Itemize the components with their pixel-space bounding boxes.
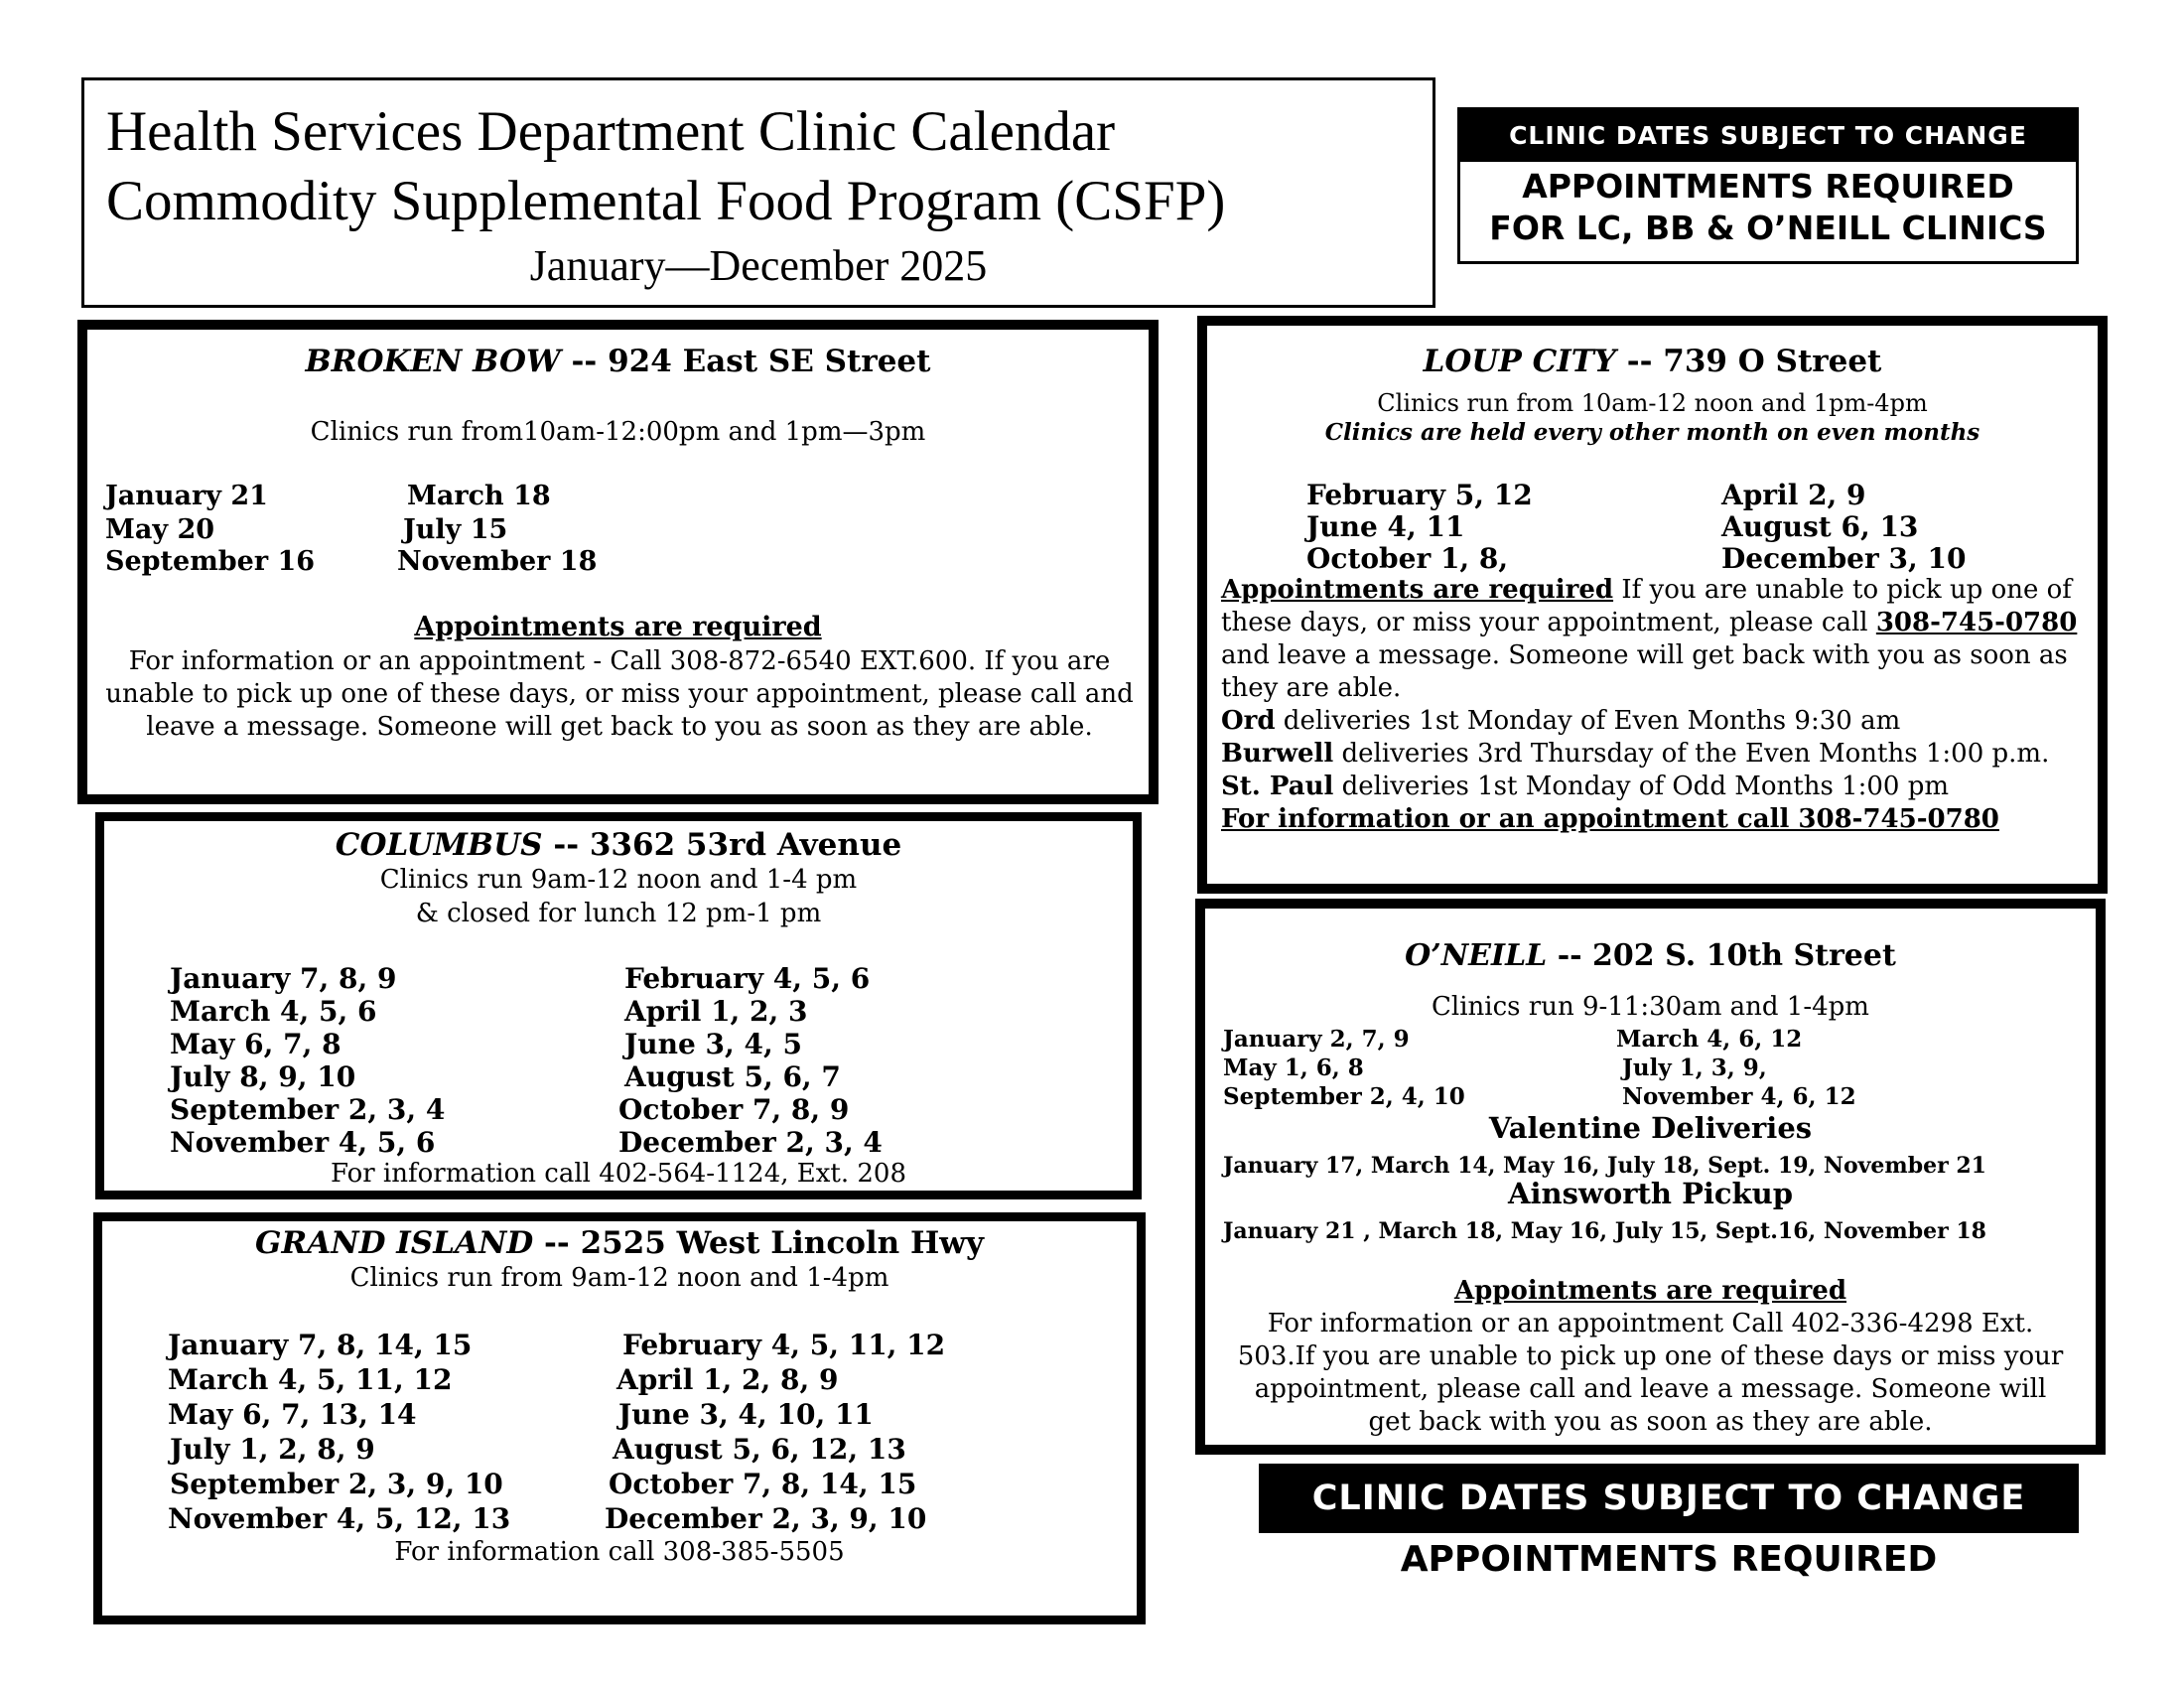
columbus-hours-line2: & closed for lunch 12 pm-1 pm	[415, 899, 822, 928]
delivery-town: Burwell	[1221, 739, 1334, 769]
loup-city-delivery	[1221, 738, 2095, 771]
loup-city-appt-label: Appointments are required	[1221, 575, 1614, 605]
oneill-section	[1195, 899, 2106, 1455]
ainsworth-dates: January 21 , March 18, May 16, July 15, Sept.16, November 18	[1223, 1218, 1986, 1244]
loup-city-appt-text-end: and leave a message. Someone will get back with you as soon as they are able.	[1221, 640, 2068, 703]
grand-island-date: May 6, 7, 13, 14	[168, 1398, 417, 1431]
notice-top-text	[1460, 166, 2076, 249]
oneill-appt-label: Appointments are required	[1453, 1276, 1847, 1306]
columbus-date: June 3, 4, 5	[624, 1028, 802, 1060]
grand-island-date: June 3, 4, 10, 11	[618, 1398, 874, 1431]
grand-island-address: -- 2525 West Lincoln Hwy	[533, 1225, 984, 1261]
columbus-date: September 2, 3, 4	[170, 1093, 446, 1126]
oneill-date: July 1, 3, 9,	[1622, 1055, 1767, 1081]
broken-bow-city: BROKEN BOW	[305, 344, 561, 379]
columbus-date: March 4, 5, 6	[170, 995, 377, 1028]
oneill-heading	[1205, 938, 2096, 973]
oneill-city: O’NEILL	[1405, 938, 1548, 973]
grand-island-heading	[102, 1225, 1137, 1261]
columbus-section	[95, 812, 1142, 1199]
loup-city-info: For information or an appointment call 308-745-0780	[1221, 804, 1999, 834]
ainsworth-title: Ainsworth Pickup	[1507, 1177, 1794, 1210]
columbus-date: July 8, 9, 10	[170, 1060, 356, 1093]
broken-bow-appt-label: Appointments are required	[414, 612, 822, 642]
loup-city-heading	[1207, 344, 2098, 379]
date-range: January—December 2025	[529, 241, 988, 290]
columbus-info: For information call 402-564-1124, Ext. 208	[330, 1159, 907, 1189]
delivery-text: deliveries 3rd Thursday of the Even Months 1:00 p.m.	[1333, 739, 2050, 769]
oneill-date: May 1, 6, 8	[1223, 1055, 1364, 1081]
loup-city-hours: Clinics run from 10am-12 noon and 1pm-4pm	[1377, 389, 1928, 417]
notice-top-line2: FOR LC, BB & O’NEILL CLINICS	[1489, 209, 2047, 247]
loup-city-section	[1197, 316, 2108, 894]
broken-bow-date: July 15	[403, 514, 508, 545]
loup-city-address: -- 739 O Street	[1615, 344, 1882, 379]
columbus-date: February 4, 5, 6	[624, 962, 871, 995]
broken-bow-hours: Clinics run from10am-12:00pm and 1pm—3pm	[310, 417, 926, 447]
columbus-heading	[104, 827, 1133, 863]
valentine-title: Valentine Deliveries	[1488, 1111, 1813, 1145]
loup-city-delivery	[1221, 771, 2095, 803]
columbus-date: December 2, 3, 4	[618, 1126, 883, 1159]
columbus-city: COLUMBUS	[335, 827, 543, 863]
oneill-date: January 2, 7, 9	[1223, 1026, 1410, 1053]
title-box	[81, 77, 1435, 308]
grand-island-section	[93, 1212, 1146, 1624]
grand-island-date: April 1, 2, 8, 9	[616, 1363, 839, 1396]
notice-top	[1457, 107, 2079, 264]
delivery-text: deliveries 1st Monday of Even Months 9:30 am	[1275, 706, 1901, 736]
oneill-info: For information or an appointment Call 402-336-4298 Ext. 503.If you are unable to pick up one of these days or miss your appointment, please call and leave a message. Someone will get back with you as soon as they are able.	[1237, 1309, 2064, 1437]
grand-island-date: December 2, 3, 9, 10	[605, 1502, 927, 1535]
loup-city-delivery	[1221, 705, 2095, 738]
oneill-date: March 4, 6, 12	[1616, 1026, 1803, 1053]
grand-island-date: November 4, 5, 12, 13	[168, 1502, 511, 1535]
grand-island-info: For information call 308-385-5505	[394, 1537, 845, 1567]
grand-island-city: GRAND ISLAND	[255, 1225, 534, 1261]
delivery-text: deliveries 1st Monday of Odd Months 1:00 pm	[1333, 772, 1950, 801]
page-subtitle: Commodity Supplemental Food Program (CSFP)	[106, 170, 1226, 232]
loup-city-date: April 2, 9	[1721, 479, 1866, 511]
grand-island-date: August 5, 6, 12, 13	[613, 1433, 906, 1466]
broken-bow-section	[77, 320, 1159, 804]
oneill-address: -- 202 S. 10th Street	[1547, 938, 1896, 973]
valentine-dates: January 17, March 14, May 16, July 18, Sept. 19, November 21	[1223, 1153, 1986, 1179]
loup-city-appt-text: If you are unable to pick up one of these days, or miss your appointment, please call	[1221, 575, 2072, 637]
columbus-date: April 1, 2, 3	[624, 995, 808, 1028]
grand-island-date: July 1, 2, 8, 9	[170, 1433, 375, 1466]
loup-city-appointment	[1221, 574, 2087, 705]
broken-bow-date: September 16	[105, 546, 316, 577]
broken-bow-date: January 21	[105, 481, 268, 511]
loup-city-appt-phone: 308-745-0780	[1875, 608, 2078, 637]
oneill-date: September 2, 4, 10	[1223, 1083, 1465, 1110]
broken-bow-address: -- 924 East SE Street	[560, 344, 931, 379]
columbus-date: May 6, 7, 8	[170, 1028, 341, 1060]
loup-city-date: February 5, 12	[1306, 479, 1533, 511]
notice-bottom-bar: CLINIC DATES SUBJECT TO CHANGE	[1259, 1464, 2079, 1533]
broken-bow-date: March 18	[407, 481, 551, 511]
loup-city-city: LOUP CITY	[1423, 344, 1616, 379]
loup-city-note: Clinics are held every other month on even months	[1324, 419, 1980, 446]
columbus-date: August 5, 6, 7	[624, 1060, 841, 1093]
columbus-hours-line1: Clinics run 9am-12 noon and 1-4 pm	[379, 865, 858, 895]
columbus-date: January 7, 8, 9	[170, 962, 397, 995]
grand-island-date: October 7, 8, 14, 15	[609, 1468, 917, 1500]
loup-city-date: June 4, 11	[1306, 510, 1465, 543]
broken-bow-date: May 20	[105, 514, 215, 545]
columbus-address: -- 3362 53rd Avenue	[542, 827, 902, 863]
grand-island-date: March 4, 5, 11, 12	[168, 1363, 453, 1396]
grand-island-date: September 2, 3, 9, 10	[170, 1468, 503, 1500]
notice-top-bar: CLINIC DATES SUBJECT TO CHANGE	[1460, 110, 2076, 162]
grand-island-hours: Clinics run from 9am-12 noon and 1-4pm	[349, 1263, 889, 1293]
delivery-town: St. Paul	[1221, 772, 1334, 801]
broken-bow-date: November 18	[397, 546, 598, 577]
columbus-date: November 4, 5, 6	[170, 1126, 436, 1159]
oneill-date: November 4, 6, 12	[1622, 1083, 1856, 1110]
notice-bottom-text: APPOINTMENTS REQUIRED	[1400, 1539, 1938, 1580]
loup-city-date: December 3, 10	[1721, 542, 1967, 575]
loup-city-date: October 1, 8,	[1306, 542, 1509, 575]
columbus-date: October 7, 8, 9	[618, 1093, 850, 1126]
oneill-hours: Clinics run 9-11:30am and 1-4pm	[1432, 992, 1869, 1022]
loup-city-date: August 6, 13	[1721, 510, 1919, 543]
grand-island-date: February 4, 5, 11, 12	[622, 1329, 946, 1361]
notice-top-line1: APPOINTMENTS REQUIRED	[1522, 167, 2014, 206]
broken-bow-info: For information or an appointment - Call 308-872-6540 EXT.600. If you are unable to pick up one of these days, or miss your appointment, please call and leave a message. Someone will get back to you as soon as they are able.	[105, 646, 1134, 742]
broken-bow-heading	[87, 344, 1149, 379]
grand-island-date: January 7, 8, 14, 15	[168, 1329, 473, 1361]
page-title: Health Services Department Clinic Calendar	[106, 100, 1116, 163]
delivery-town: Ord	[1221, 706, 1276, 736]
